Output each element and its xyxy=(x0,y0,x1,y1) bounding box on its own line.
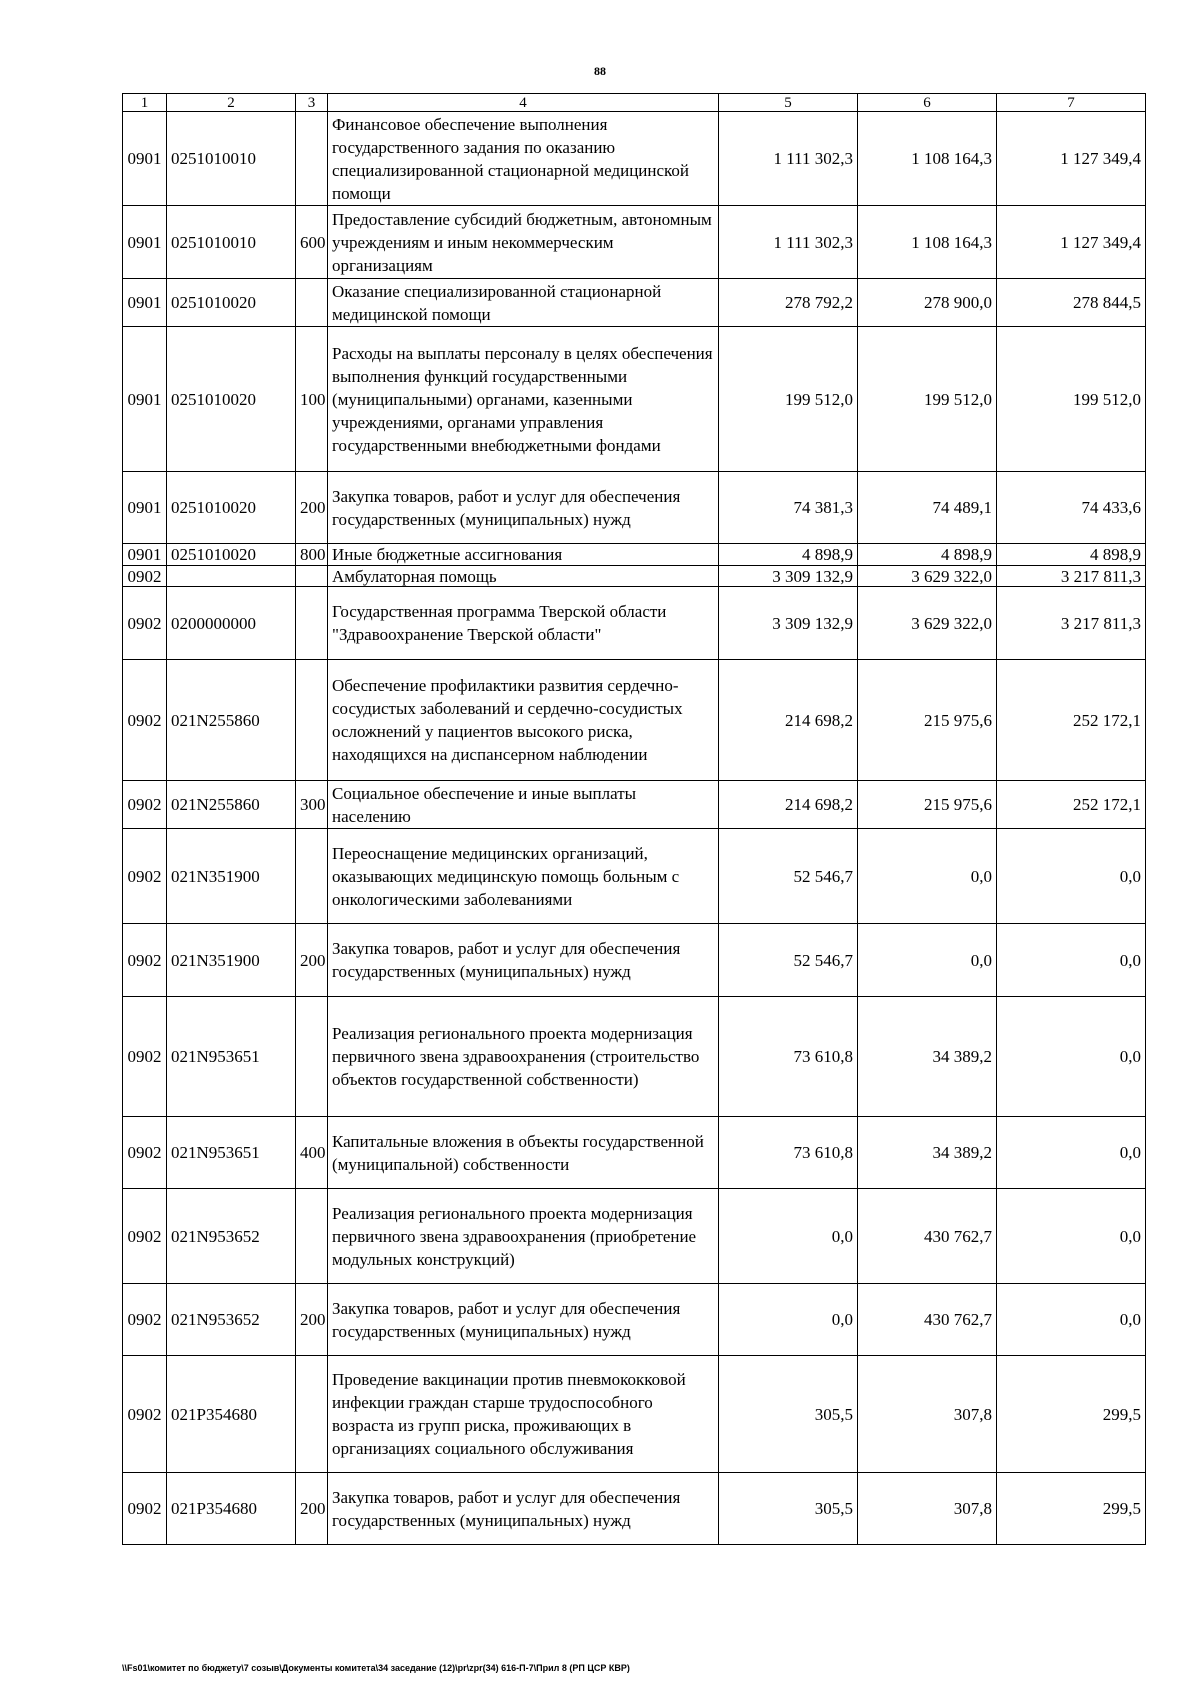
expense-type-cell xyxy=(296,1356,328,1473)
expense-type-cell xyxy=(296,112,328,206)
amount-cell: 74 433,6 xyxy=(997,472,1146,544)
name-cell: Закупка товаров, работ и услуг для обеспечения государственных (муниципальных) нужд xyxy=(328,1473,719,1545)
amount-cell: 52 546,7 xyxy=(719,829,858,924)
name-cell: Оказание специализированной стационарной медицинской помощи xyxy=(328,279,719,327)
name-cell: Финансовое обеспечение выполнения государственного задания по оказанию специализированной стационарной медицинской помощи xyxy=(328,112,719,206)
amount-cell: 215 975,6 xyxy=(858,781,997,829)
amount-cell: 278 900,0 xyxy=(858,279,997,327)
table-row xyxy=(123,781,1146,829)
expense-type-cell xyxy=(296,279,328,327)
amount-cell: 252 172,1 xyxy=(997,660,1146,781)
table-row xyxy=(123,279,1146,327)
amount-cell: 1 108 164,3 xyxy=(858,206,997,279)
target-code-cell: 0251010020 xyxy=(167,472,296,544)
expense-type-cell: 200 xyxy=(296,1473,328,1545)
amount-cell: 1 111 302,3 xyxy=(719,112,858,206)
section-cell: 0901 xyxy=(123,544,167,566)
section-cell: 0901 xyxy=(123,112,167,206)
footer-file-path: \\Fs01\комитет по бюджету\7 созыв\Документы комитета\34 заседание (12)\pr\zpr(34) 616-П-7\Прил 8 (РП ЦСР КВР) xyxy=(122,1663,630,1673)
target-code-cell: 021N255860 xyxy=(167,781,296,829)
table-row xyxy=(123,206,1146,279)
amount-cell: 4 898,9 xyxy=(858,544,997,566)
amount-cell: 299,5 xyxy=(997,1356,1146,1473)
expense-type-cell: 300 xyxy=(296,781,328,829)
expense-type-cell xyxy=(296,1189,328,1284)
name-cell: Капитальные вложения в объекты государственной (муниципальной) собственности xyxy=(328,1117,719,1189)
target-code-cell: 021N255860 xyxy=(167,660,296,781)
target-code-cell: 0251010010 xyxy=(167,206,296,279)
table-row xyxy=(123,587,1146,660)
amount-cell: 307,8 xyxy=(858,1473,997,1545)
name-cell: Амбулаторная помощь xyxy=(328,566,719,587)
name-cell: Расходы на выплаты персоналу в целях обеспечения выполнения функций государственными (муниципальными) органами, казенными учреждениями, органами управления государственными внебюджетными фондами xyxy=(328,327,719,472)
name-cell: Закупка товаров, работ и услуг для обеспечения государственных (муниципальных) нужд xyxy=(328,924,719,997)
expense-type-cell xyxy=(296,829,328,924)
amount-cell: 278 792,2 xyxy=(719,279,858,327)
amount-cell: 0,0 xyxy=(997,1189,1146,1284)
amount-cell: 0,0 xyxy=(719,1189,858,1284)
amount-cell: 299,5 xyxy=(997,1473,1146,1545)
amount-cell: 199 512,0 xyxy=(858,327,997,472)
target-code-cell: 021N953652 xyxy=(167,1189,296,1284)
name-cell: Закупка товаров, работ и услуг для обеспечения государственных (муниципальных) нужд xyxy=(328,472,719,544)
table-body xyxy=(123,112,1146,1545)
expense-type-cell: 800 xyxy=(296,544,328,566)
table-row xyxy=(123,1473,1146,1545)
amount-cell: 74 489,1 xyxy=(858,472,997,544)
section-cell: 0902 xyxy=(123,1284,167,1356)
amount-cell: 215 975,6 xyxy=(858,660,997,781)
header-cell: 7 xyxy=(997,94,1146,112)
expense-type-cell: 200 xyxy=(296,924,328,997)
amount-cell: 1 111 302,3 xyxy=(719,206,858,279)
table-row xyxy=(123,566,1146,587)
target-code-cell xyxy=(167,566,296,587)
header-cell: 4 xyxy=(328,94,719,112)
amount-cell: 0,0 xyxy=(997,829,1146,924)
amount-cell: 4 898,9 xyxy=(719,544,858,566)
amount-cell: 73 610,8 xyxy=(719,1117,858,1189)
amount-cell: 278 844,5 xyxy=(997,279,1146,327)
amount-cell: 3 309 132,9 xyxy=(719,587,858,660)
amount-cell: 1 127 349,4 xyxy=(997,206,1146,279)
target-code-cell: 021N351900 xyxy=(167,924,296,997)
section-cell: 0902 xyxy=(123,1117,167,1189)
table-row xyxy=(123,660,1146,781)
target-code-cell: 0251010010 xyxy=(167,112,296,206)
amount-cell: 73 610,8 xyxy=(719,997,858,1117)
expense-type-cell xyxy=(296,660,328,781)
name-cell: Проведение вакцинации против пневмококковой инфекции граждан старше трудоспособного возраста из групп риска, проживающих в организациях социального обслуживания xyxy=(328,1356,719,1473)
amount-cell: 3 629 322,0 xyxy=(858,587,997,660)
amount-cell: 34 389,2 xyxy=(858,997,997,1117)
page-number: 88 xyxy=(594,64,606,78)
section-cell: 0902 xyxy=(123,1356,167,1473)
expense-type-cell: 200 xyxy=(296,472,328,544)
table-row xyxy=(123,924,1146,997)
amount-cell: 305,5 xyxy=(719,1356,858,1473)
amount-cell: 3 629 322,0 xyxy=(858,566,997,587)
target-code-cell: 021N953652 xyxy=(167,1284,296,1356)
amount-cell: 214 698,2 xyxy=(719,781,858,829)
amount-cell: 74 381,3 xyxy=(719,472,858,544)
section-cell: 0901 xyxy=(123,472,167,544)
amount-cell: 0,0 xyxy=(719,1284,858,1356)
name-cell: Реализация регионального проекта модернизация первичного звена здравоохранения (приобретение модульных конструкций) xyxy=(328,1189,719,1284)
section-cell: 0902 xyxy=(123,997,167,1117)
header-cell: 3 xyxy=(296,94,328,112)
header-row xyxy=(123,94,1146,112)
expense-type-cell xyxy=(296,997,328,1117)
amount-cell: 0,0 xyxy=(997,924,1146,997)
target-code-cell: 021N953651 xyxy=(167,1117,296,1189)
section-cell: 0901 xyxy=(123,206,167,279)
section-cell: 0901 xyxy=(123,327,167,472)
amount-cell: 0,0 xyxy=(858,829,997,924)
target-code-cell: 0251010020 xyxy=(167,544,296,566)
table-row xyxy=(123,472,1146,544)
name-cell: Обеспечение профилактики развития сердечно-сосудистых заболеваний и сердечно-сосудистых осложнений у пациентов высокого риска, находящихся на диспансерном наблюдении xyxy=(328,660,719,781)
expense-type-cell xyxy=(296,566,328,587)
amount-cell: 34 389,2 xyxy=(858,1117,997,1189)
amount-cell: 307,8 xyxy=(858,1356,997,1473)
expense-type-cell: 600 xyxy=(296,206,328,279)
target-code-cell: 021P354680 xyxy=(167,1356,296,1473)
table-header xyxy=(123,94,1146,112)
amount-cell: 0,0 xyxy=(997,997,1146,1117)
table-row xyxy=(123,997,1146,1117)
header-cell: 1 xyxy=(123,94,167,112)
name-cell: Закупка товаров, работ и услуг для обеспечения государственных (муниципальных) нужд xyxy=(328,1284,719,1356)
name-cell: Социальное обеспечение и иные выплаты населению xyxy=(328,781,719,829)
name-cell: Реализация регионального проекта модернизация первичного звена здравоохранения (строительство объектов государственной собственности) xyxy=(328,997,719,1117)
table-row xyxy=(123,327,1146,472)
header-cell: 5 xyxy=(719,94,858,112)
amount-cell: 0,0 xyxy=(858,924,997,997)
table-row xyxy=(123,1117,1146,1189)
target-code-cell: 0251010020 xyxy=(167,327,296,472)
budget-table xyxy=(122,93,1146,1545)
amount-cell: 199 512,0 xyxy=(997,327,1146,472)
amount-cell: 4 898,9 xyxy=(997,544,1146,566)
header-cell: 6 xyxy=(858,94,997,112)
amount-cell: 252 172,1 xyxy=(997,781,1146,829)
amount-cell: 3 309 132,9 xyxy=(719,566,858,587)
amount-cell: 0,0 xyxy=(997,1284,1146,1356)
table-row xyxy=(123,1189,1146,1284)
expense-type-cell: 400 xyxy=(296,1117,328,1189)
table-row xyxy=(123,1356,1146,1473)
section-cell: 0901 xyxy=(123,279,167,327)
target-code-cell: 0200000000 xyxy=(167,587,296,660)
section-cell: 0902 xyxy=(123,1473,167,1545)
table-row xyxy=(123,112,1146,206)
section-cell: 0902 xyxy=(123,781,167,829)
section-cell: 0902 xyxy=(123,660,167,781)
target-code-cell: 021N953651 xyxy=(167,997,296,1117)
amount-cell: 1 108 164,3 xyxy=(858,112,997,206)
amount-cell: 0,0 xyxy=(997,1117,1146,1189)
header-cell: 2 xyxy=(167,94,296,112)
section-cell: 0902 xyxy=(123,587,167,660)
table-row xyxy=(123,1284,1146,1356)
amount-cell: 3 217 811,3 xyxy=(997,587,1146,660)
expense-type-cell: 200 xyxy=(296,1284,328,1356)
target-code-cell: 021N351900 xyxy=(167,829,296,924)
target-code-cell: 021P354680 xyxy=(167,1473,296,1545)
amount-cell: 430 762,7 xyxy=(858,1284,997,1356)
amount-cell: 199 512,0 xyxy=(719,327,858,472)
amount-cell: 430 762,7 xyxy=(858,1189,997,1284)
amount-cell: 1 127 349,4 xyxy=(997,112,1146,206)
target-code-cell: 0251010020 xyxy=(167,279,296,327)
section-cell: 0902 xyxy=(123,924,167,997)
section-cell: 0902 xyxy=(123,829,167,924)
name-cell: Переоснащение медицинских организаций, оказывающих медицинскую помощь больным с онкологическими заболеваниями xyxy=(328,829,719,924)
name-cell: Предоставление субсидий бюджетным, автономным учреждениям и иным некоммерческим организациям xyxy=(328,206,719,279)
amount-cell: 214 698,2 xyxy=(719,660,858,781)
expense-type-cell: 100 xyxy=(296,327,328,472)
amount-cell: 3 217 811,3 xyxy=(997,566,1146,587)
table-row xyxy=(123,829,1146,924)
name-cell: Иные бюджетные ассигнования xyxy=(328,544,719,566)
table-row xyxy=(123,544,1146,566)
section-cell: 0902 xyxy=(123,566,167,587)
expense-type-cell xyxy=(296,587,328,660)
section-cell: 0902 xyxy=(123,1189,167,1284)
name-cell: Государственная программа Тверской области "Здравоохранение Тверской области" xyxy=(328,587,719,660)
amount-cell: 52 546,7 xyxy=(719,924,858,997)
amount-cell: 305,5 xyxy=(719,1473,858,1545)
